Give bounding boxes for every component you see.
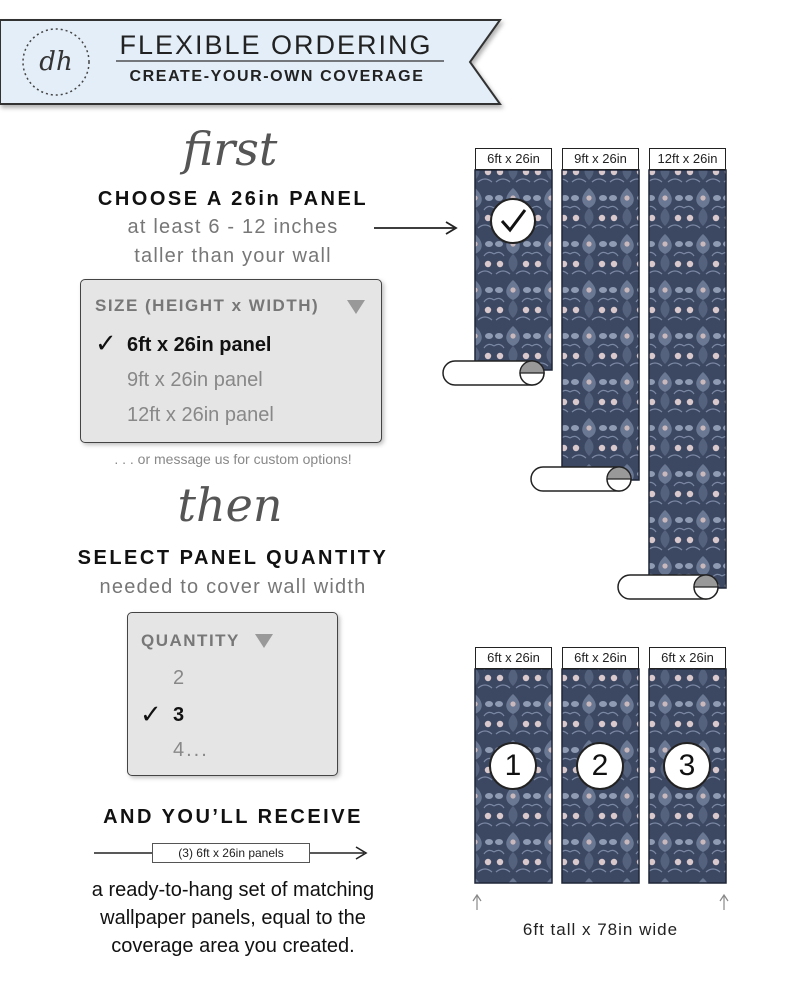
quantity-option-4[interactable]: 4... xyxy=(173,739,209,761)
step1-heading: CHOOSE A 26in PANEL xyxy=(97,188,369,210)
top-panel-label-1: 6ft x 26in xyxy=(475,148,552,170)
banner-title: FLEXIBLE ORDERING xyxy=(119,30,433,60)
size-dropdown-label: SIZE (HEIGHT x WIDTH) xyxy=(95,296,320,315)
bottom-panel-label-1: 6ft x 26in xyxy=(475,647,552,669)
top-panel-label-3: 12ft x 26in xyxy=(649,148,726,170)
top-panel-label-2: 9ft x 26in xyxy=(562,148,639,170)
step3-line2: wallpaper panels, equal to the xyxy=(100,907,366,929)
step3-line1: a ready-to-hang set of matching xyxy=(91,879,375,901)
logo-text: dh xyxy=(39,47,73,77)
step1-line1: at least 6 - 12 inches xyxy=(127,216,339,238)
size-option-12ft[interactable]: 12ft x 26in panel xyxy=(127,404,274,426)
size-option-9ft[interactable]: 9ft x 26in panel xyxy=(127,369,263,391)
step2-heading: SELECT PANEL QUANTITY xyxy=(77,547,389,569)
bottom-panel-label-3: 6ft x 26in xyxy=(649,647,726,669)
check-icon: ✓ xyxy=(140,699,162,729)
panel-number-1: 1 xyxy=(489,742,537,790)
total-dimension: 6ft tall x 78in wide xyxy=(522,920,679,939)
panel-number-2: 2 xyxy=(576,742,624,790)
result-box: (3) 6ft x 26in panels xyxy=(152,843,310,863)
step2-line1: needed to cover wall width xyxy=(99,576,367,598)
check-icon: ✓ xyxy=(95,328,117,358)
custom-options-note[interactable]: . . . or message us for custom options! xyxy=(114,451,352,467)
script-then: then xyxy=(177,478,283,532)
quantity-option-2[interactable]: 2 xyxy=(173,667,185,689)
quantity-dropdown-label: QUANTITY xyxy=(141,631,240,650)
step3-heading: AND YOU’LL RECEIVE xyxy=(103,806,363,828)
bottom-panel-label-2: 6ft x 26in xyxy=(562,647,639,669)
step3-line3: coverage area you created. xyxy=(111,935,355,957)
panel-number-3: 3 xyxy=(663,742,711,790)
size-option-6ft[interactable]: 6ft x 26in panel xyxy=(127,334,272,356)
script-first: first xyxy=(182,122,278,176)
banner-subtitle: CREATE-YOUR-OWN COVERAGE xyxy=(129,68,425,85)
step1-line2: taller than your wall xyxy=(134,245,332,267)
quantity-option-3[interactable]: 3 xyxy=(173,704,185,726)
